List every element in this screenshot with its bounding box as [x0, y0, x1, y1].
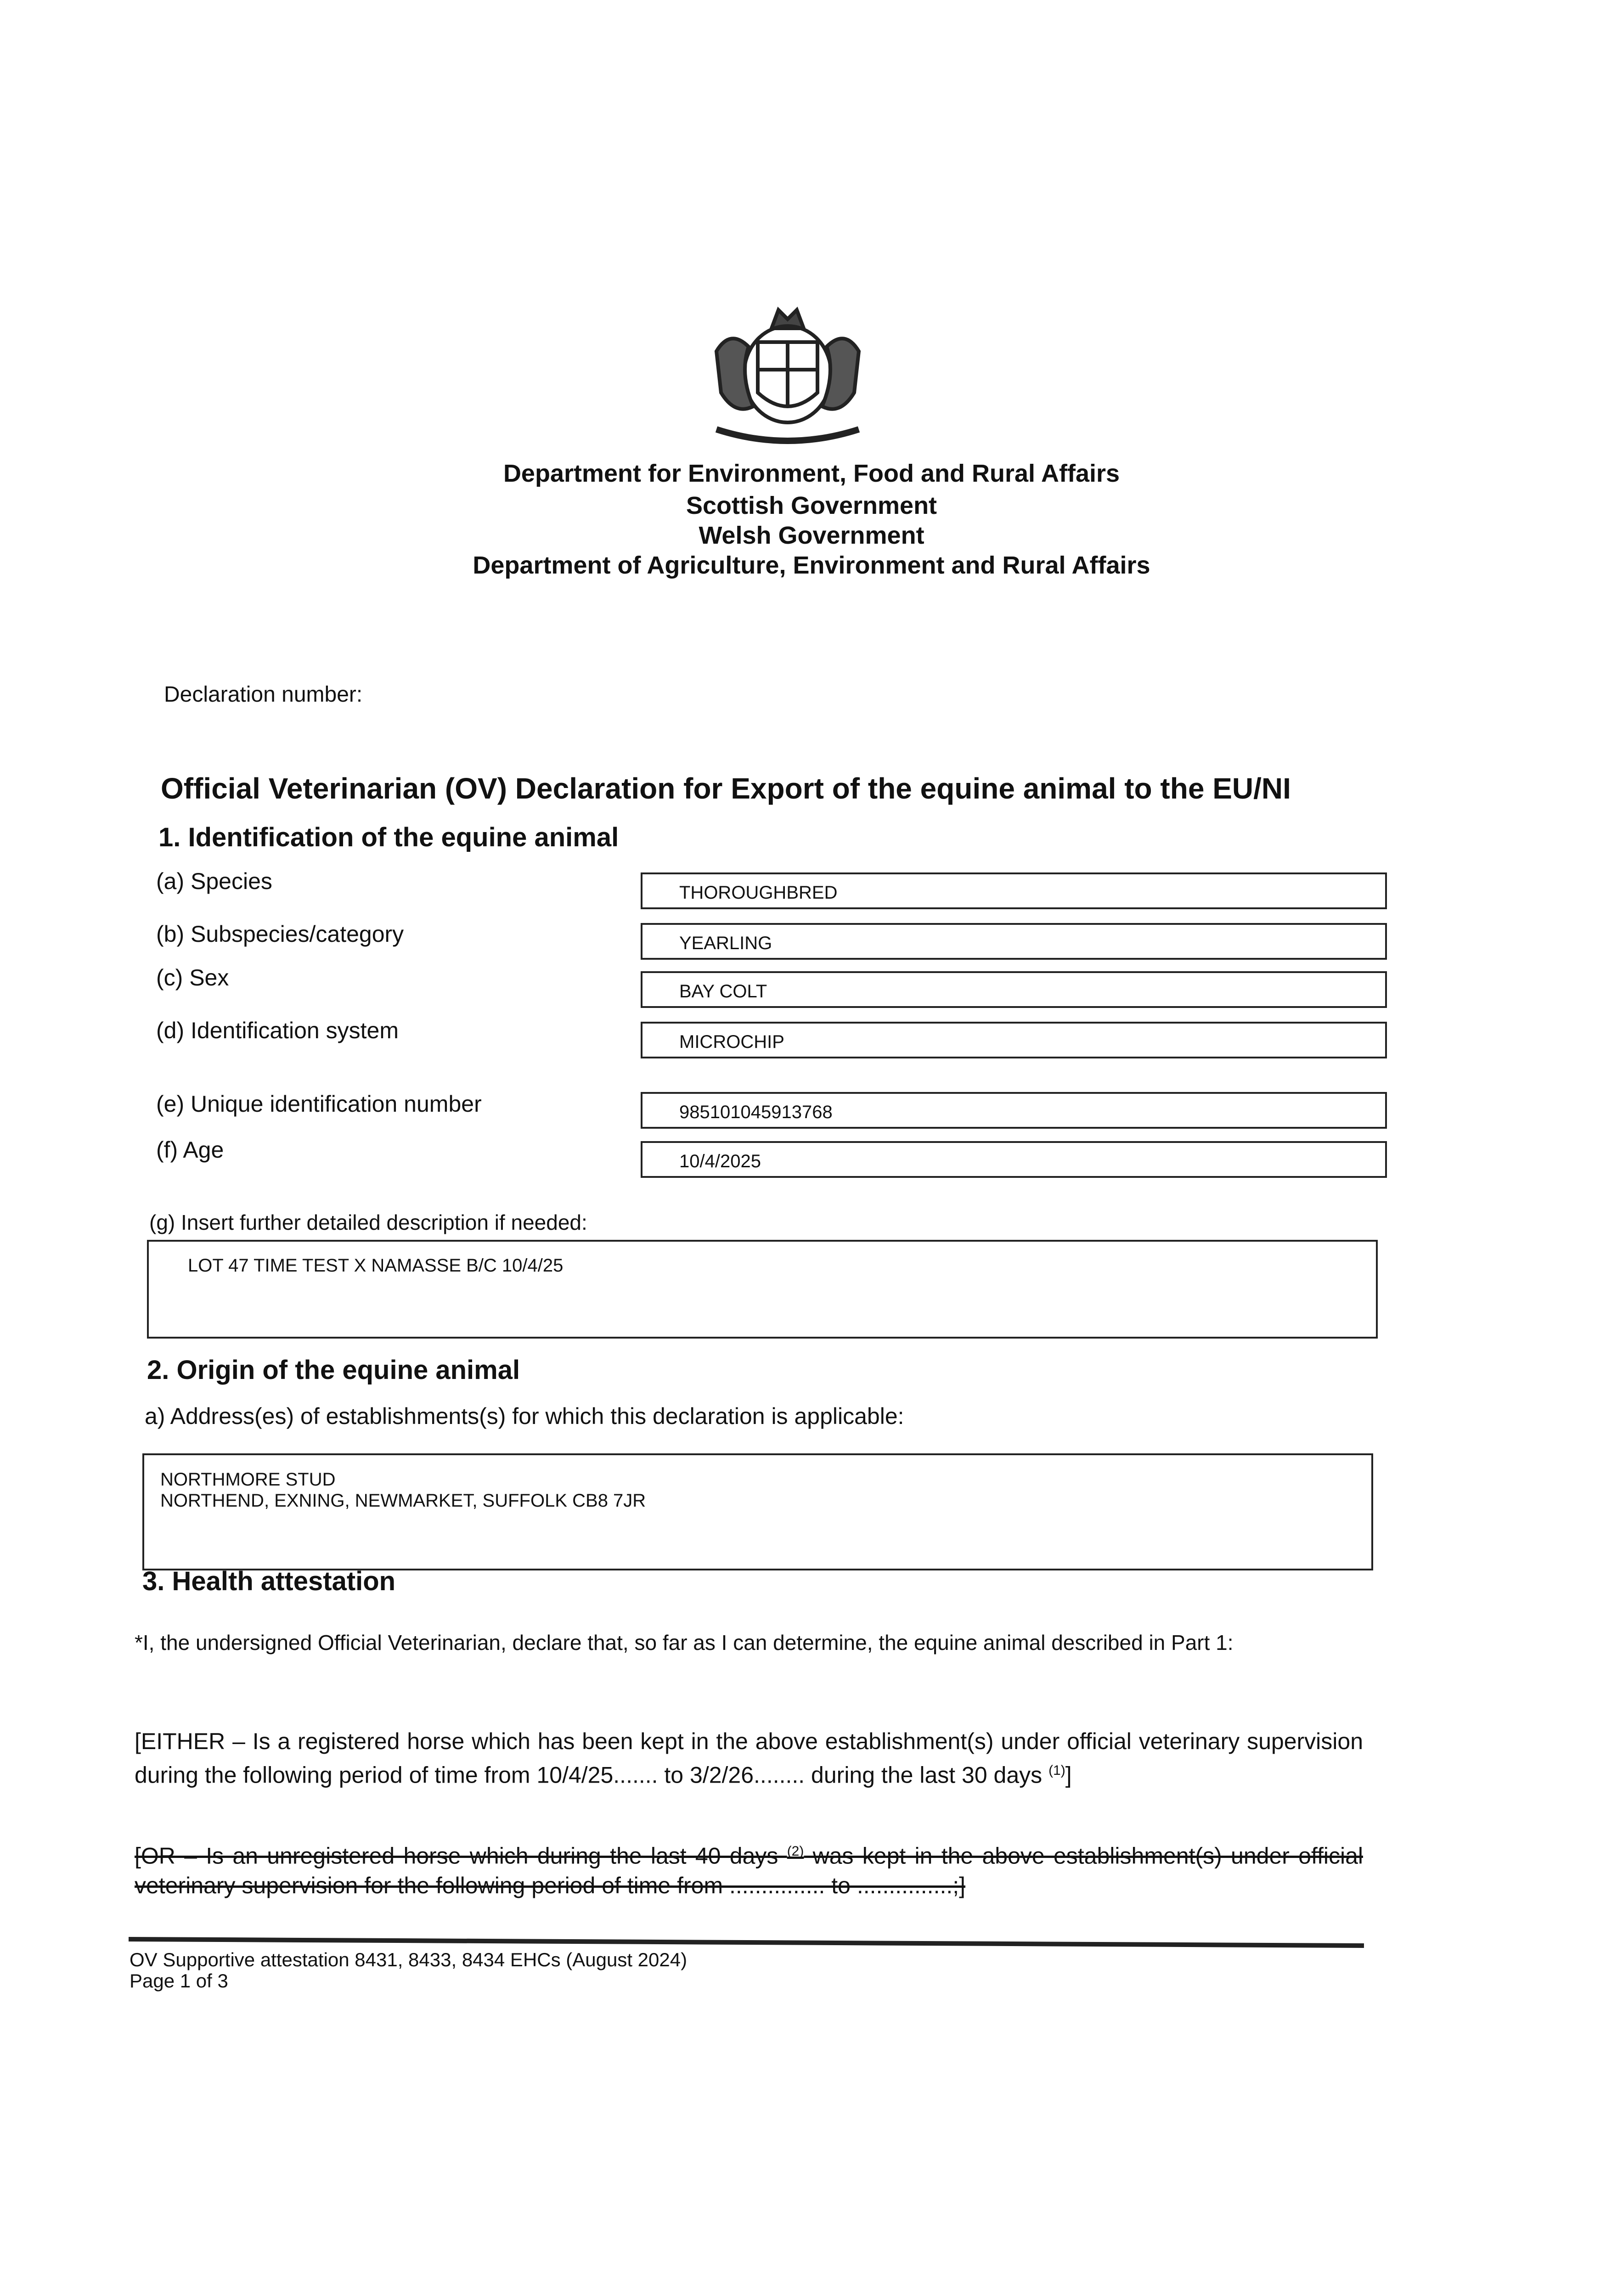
page-number: Page 1 of 3 — [130, 1970, 228, 1992]
identification-system-label: (d) Identification system — [156, 1018, 399, 1043]
address-field[interactable] — [142, 1453, 1373, 1570]
footnote-ref: (1) — [1048, 1763, 1065, 1778]
species-label: (a) Species — [156, 868, 272, 894]
header-line: Department of Agriculture, Environment and Rural Affairs — [473, 551, 1150, 579]
or-text: was kept in the above establishment(s) under official veterinary supervision for the following period of time from ............... to ...............;] — [135, 1843, 1363, 1898]
unique-id-label: (e) Unique identification number — [156, 1091, 482, 1117]
either-to-date[interactable]: 3/2/26 — [690, 1762, 754, 1788]
age-field[interactable]: 10/4/2025 — [641, 1141, 1387, 1178]
header-line: Department for Environment, Food and Rural Affairs — [503, 460, 1120, 487]
address-line-1: NORTHMORE STUD — [160, 1469, 336, 1490]
address-label: a) Address(es) of establishments(s) for which this declaration is applicable: — [145, 1403, 904, 1429]
or-clause-struck — [135, 1837, 1363, 1900]
footer-attestation: OV Supportive attestation 8431, 8433, 8434 EHCs (August 2024) — [130, 1949, 688, 1970]
header-line: Scottish Government — [686, 492, 937, 519]
either-from-date[interactable]: 10/4/25 — [536, 1762, 614, 1788]
species-field[interactable]: THOROUGHBRED — [641, 872, 1387, 909]
section2-heading: 2. Origin of the equine animal — [147, 1355, 520, 1385]
age-label: (f) Age — [156, 1137, 224, 1163]
footer — [130, 1949, 687, 1992]
subspecies-field[interactable]: YEARLING — [641, 923, 1387, 960]
section1-heading: 1. Identification of the equine animal — [158, 822, 619, 852]
attestation-intro: *I, the undersigned Official Veterinarian, declare that, so far as I can determine, the equine animal described in Part 1: — [135, 1631, 1234, 1654]
either-clause — [135, 1727, 1363, 1790]
either-text: ....... to — [613, 1762, 690, 1788]
page-title: Official Veterinarian (OV) Declaration for Export of the equine animal to the EU/NI — [161, 772, 1291, 805]
royal-coat-of-arms-icon — [698, 301, 877, 448]
description-label: (g) Insert further detailed description if needed: — [149, 1210, 587, 1234]
either-text: [EITHER – Is a registered horse which has been kept in the above establishment(s) under official veterinary supervision during the following period of time from — [135, 1728, 1363, 1788]
footnote-ref: (2) — [787, 1844, 804, 1859]
address-line-2: NORTHEND, EXNING, NEWMARKET, SUFFOLK CB8 7JR — [160, 1491, 646, 1511]
section3-heading: 3. Health attestation — [142, 1566, 396, 1596]
sex-label: (c) Sex — [156, 965, 229, 990]
description-value: LOT 47 TIME TEST X NAMASSE B/C 10/4/25 — [188, 1255, 564, 1276]
footer-divider — [129, 1937, 1364, 1948]
unique-id-field[interactable]: 985101045913768 — [641, 1092, 1387, 1129]
either-text: ........ during the last 30 days — [754, 1762, 1049, 1788]
identification-system-field[interactable]: MICROCHIP — [641, 1022, 1387, 1058]
description-field[interactable] — [147, 1240, 1378, 1339]
declaration-number-label: Declaration number: — [164, 682, 363, 707]
either-text: ] — [1065, 1762, 1072, 1788]
or-text: [OR – Is an unregistered horse which during the last 40 days — [135, 1843, 787, 1869]
header-line: Welsh Government — [699, 522, 924, 549]
subspecies-label: (b) Subspecies/category — [156, 921, 404, 947]
sex-field[interactable]: BAY COLT — [641, 971, 1387, 1008]
